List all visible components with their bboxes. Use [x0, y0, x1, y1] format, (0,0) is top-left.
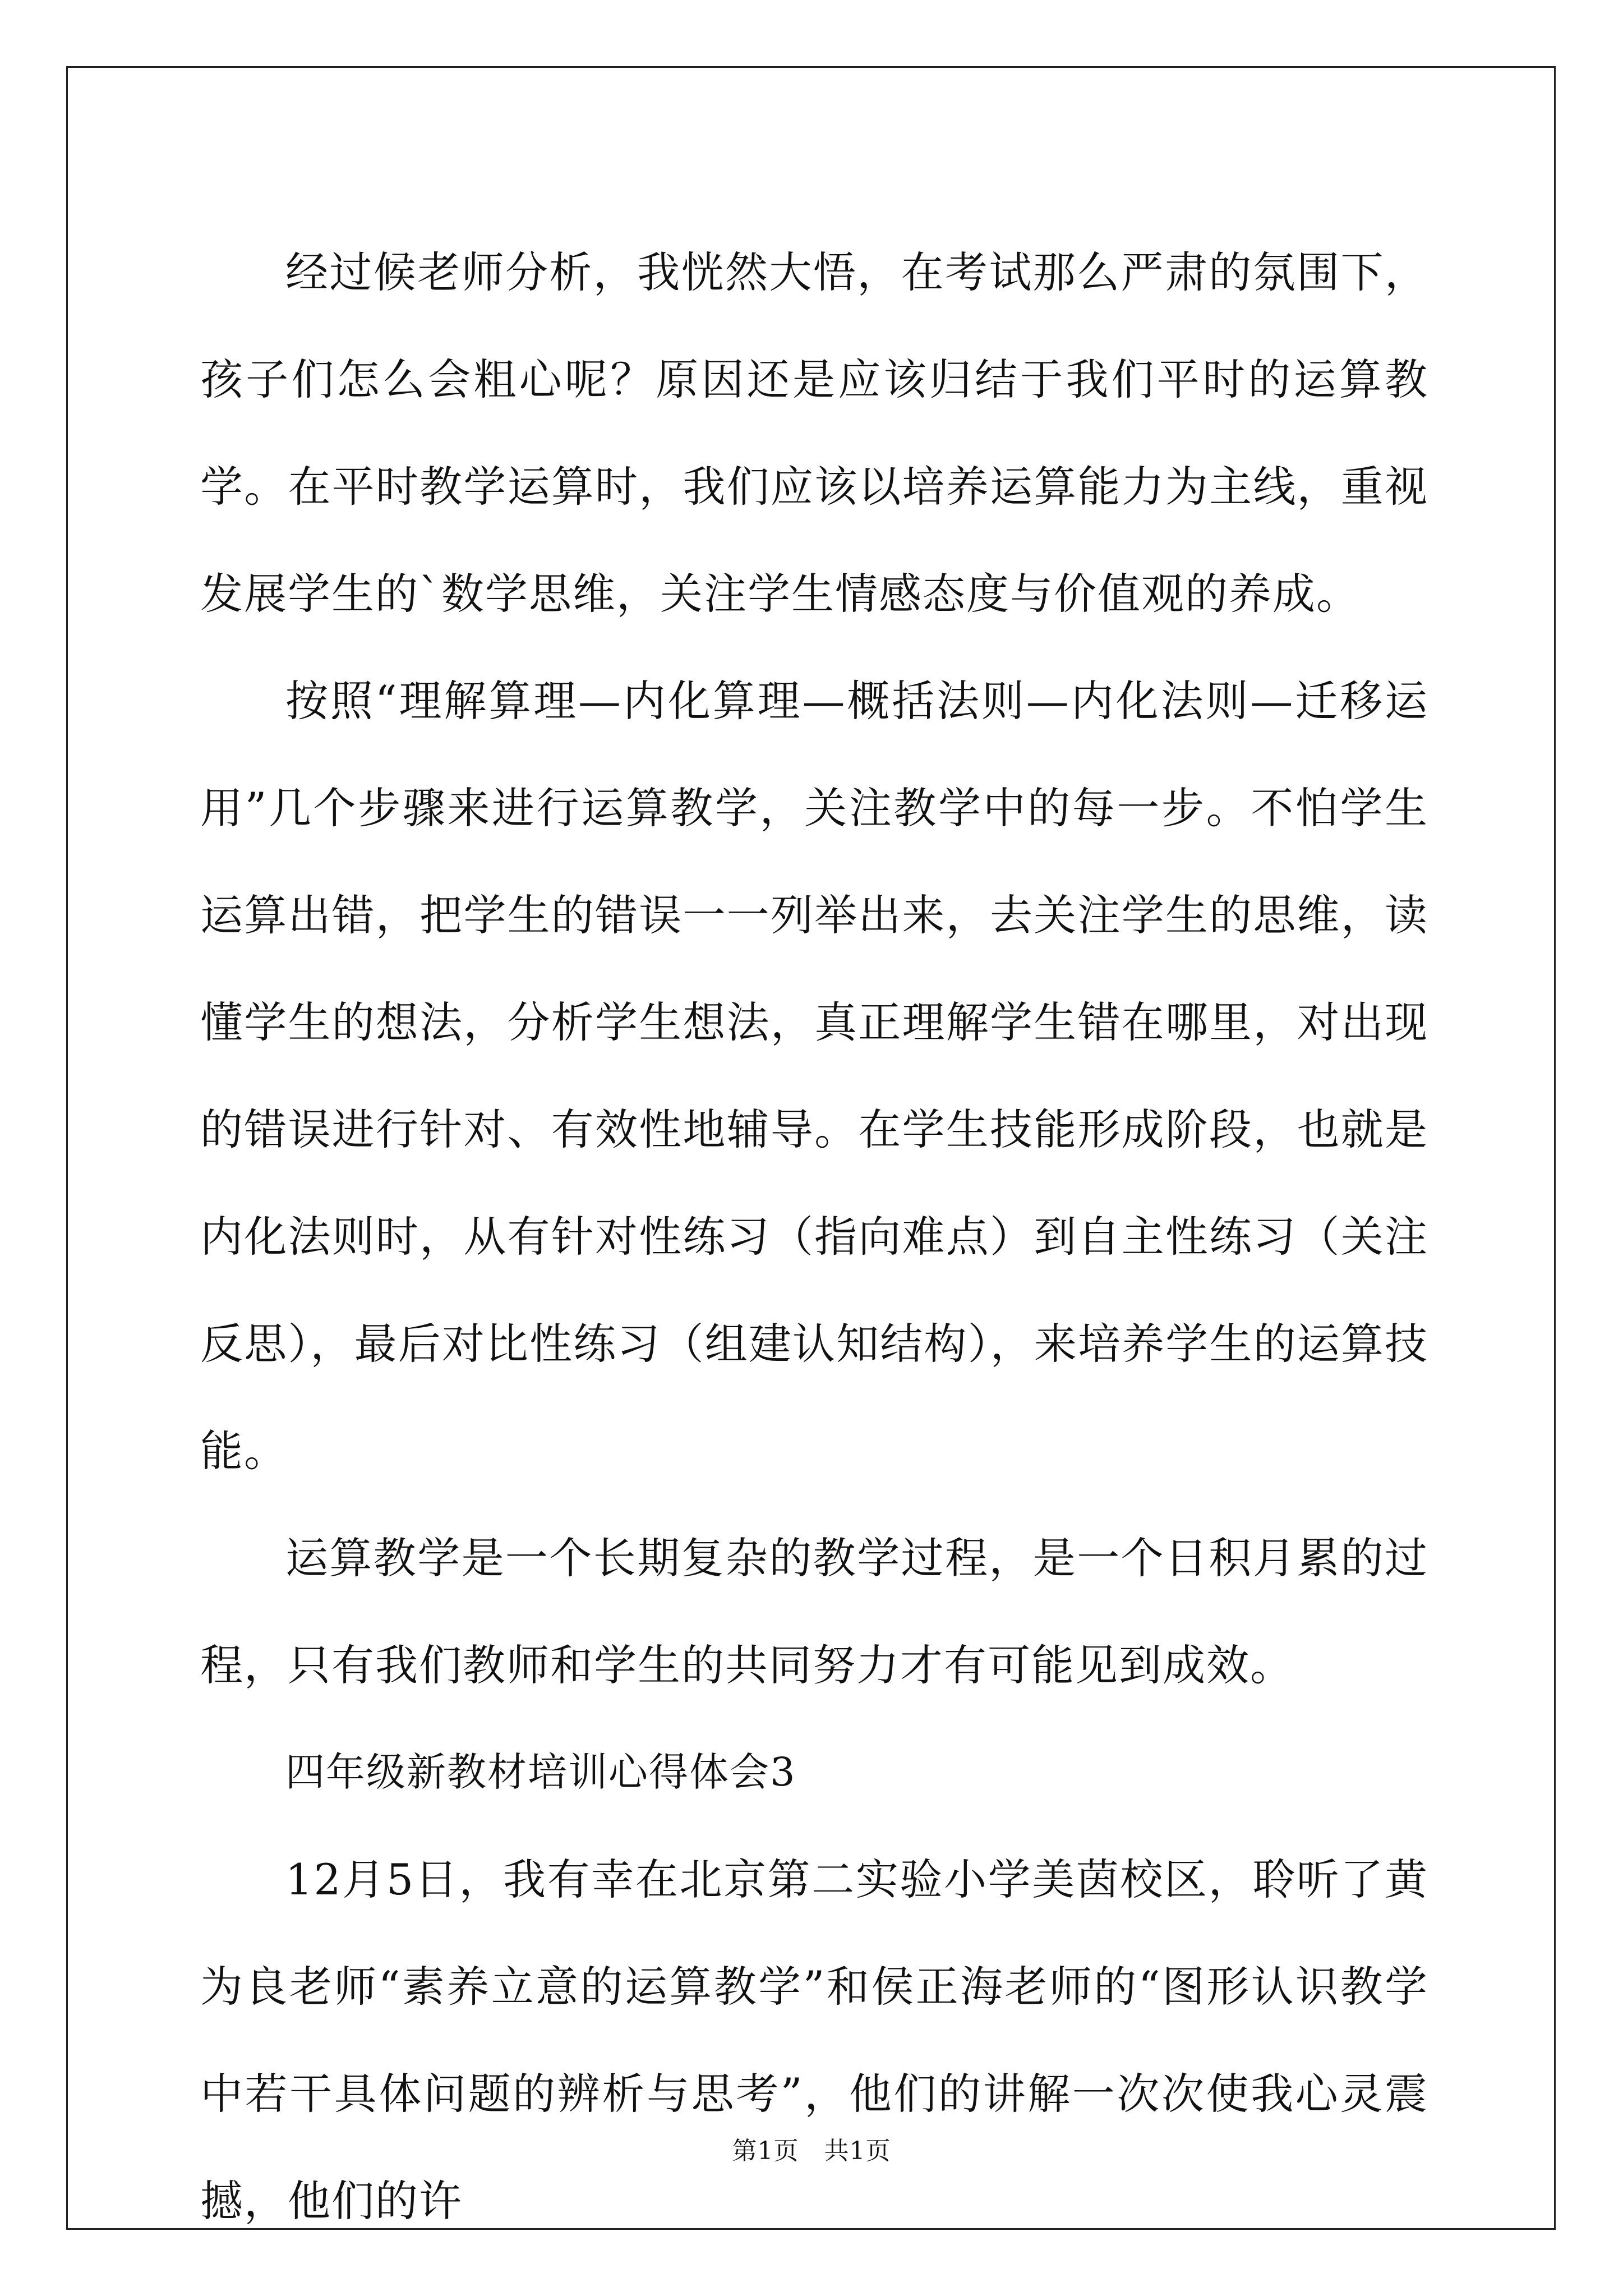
paragraph-3: 运算教学是一个长期复杂的教学过程，是一个日积月累的过程，只有我们教师和学生的共同努力才有可能见到成效。	[200, 1533, 1428, 1690]
paragraph-1: 经过候老师分析，我恍然大悟，在考试那么严肃的氛围下，孩子们怎么会粗心呢？原因还是应该归结于我们平时的运算教学。在平时教学运算时，我们应该以培养运算能力为主线，重视发展学生的`数学思维，关注学生情感态度与价值观的养成。	[200, 247, 1428, 619]
section-heading: 四年级新教材培训心得体会3	[285, 1749, 796, 1795]
paragraph-4: 12月5日，我有幸在北京第二实验小学美茵校区，聆听了黄为良老师“素养立意的运算教学”和侯正海老师的“图形认识教学中若干具体问题的辨析与思考”，他们的讲解一次次使我心灵震撼，他们的许	[200, 1855, 1428, 2226]
paragraph-2: 按照“理解算理—内化算理—概括法则—内化法则—迁移运用”几个步骤来进行运算教学，关注教学中的每一步。不怕学生运算出错，把学生的错误一一列举出来，去关注学生的思维，读懂学生的想法，分析学生想法，真正理解学生错在哪里，对出现的错误进行针对、有效性地辅导。在学生技能形成阶段，也就是内化法则时，从有针对性练习（指向难点）到自主性练习（关注反思），最后对比性练习（组建认知结构），来培养学生的运算技能。	[200, 676, 1428, 1476]
document-body	[200, 219, 1428, 2254]
page-number-footer: 第1页 共1页	[732, 2137, 891, 2165]
